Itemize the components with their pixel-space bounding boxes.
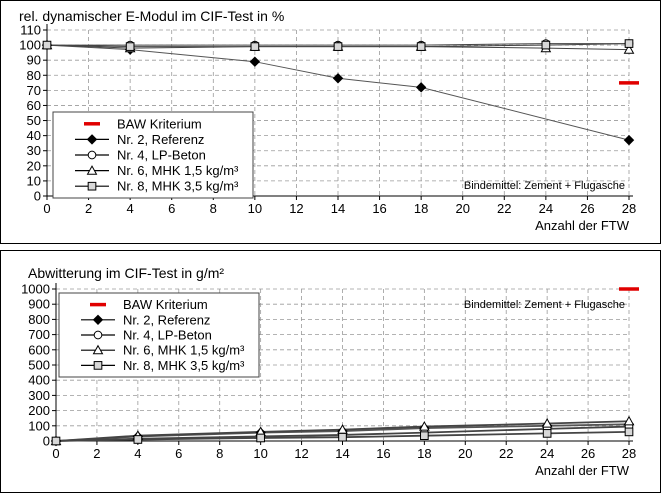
x-tick-label: 22 [498,446,514,461]
abwitterung-chart [1,251,662,494]
y-tick-label: 100 [28,418,50,434]
legend-label: BAW Kriterium [117,116,202,132]
y-tick-label: 100 [19,37,41,53]
y-tick-label: 50 [26,113,41,129]
x-tick-label: 26 [580,201,595,216]
x-tick-label: 4 [126,201,134,216]
data-point-square [52,437,60,445]
legend-label: Nr. 4, LP-Beton [117,147,206,163]
data-point-square [257,434,265,442]
x-tick-label: 14 [335,446,350,461]
annotation-binder: Bindemittel: Zement + Flugasche [463,180,625,192]
x-axis-label: Anzahl der FTW [535,218,629,233]
y-tick-label: 300 [28,387,50,403]
y-tick-label: 40 [26,128,41,144]
legend-marker-square [94,362,102,370]
x-tick-label: 8 [209,201,217,216]
e-modul-chart [1,1,662,245]
x-tick-label: 28 [621,201,637,216]
data-point-square [417,43,425,51]
data-point-diamond [625,136,634,145]
x-tick-label: 2 [93,446,101,461]
x-tick-label: 2 [84,201,93,216]
data-point-square [251,43,259,51]
legend-label: Nr. 8, MHK 3,5 kg/m³ [123,357,245,373]
chart-panel-abwitterung [0,250,661,493]
y-tick-label: 20 [26,158,41,174]
legend-label: Nr. 2, Referenz [117,131,205,147]
x-tick-label: 28 [621,446,637,461]
legend-label: BAW Kriterium [123,297,208,313]
data-point-square [339,433,347,441]
legend-label: Nr. 4, LP-Beton [123,327,212,343]
x-tick-label: 10 [253,446,268,461]
legend-label: Nr. 2, Referenz [123,312,211,328]
y-tick-label: 0 [42,433,50,449]
y-tick-label: 500 [28,357,50,373]
y-tick-label: 400 [28,372,50,388]
y-tick-label: 60 [26,97,41,113]
x-tick-label: 26 [580,446,596,461]
x-tick-label: 12 [294,446,309,461]
legend-marker-square [88,182,96,190]
data-point-square [542,41,550,49]
y-tick-label: 200 [28,403,50,419]
y-tick-label: 80 [26,67,41,83]
data-point-square [625,40,633,48]
x-tick-label: 14 [330,201,346,216]
y-tick-label: 600 [28,342,50,358]
x-axis-label: Anzahl der FTW [535,463,629,478]
chart-panel-e-modul [0,0,661,244]
x-tick-label: 22 [497,201,512,216]
data-point-square [421,432,429,440]
x-tick-label: 4 [134,446,142,461]
y-tick-label: 800 [28,311,50,327]
y-tick-label: 700 [28,327,50,343]
chart-title: rel. dynamischer E-Modul im CIF-Test in % [19,8,285,24]
y-tick-label: 110 [20,22,41,38]
data-point-square [543,430,551,438]
y-tick-label: 900 [28,296,50,312]
y-tick-label: 30 [26,143,41,159]
legend-marker-circle [88,151,96,159]
legend-label: Nr. 6, MHK 1,5 kg/m³ [123,342,245,358]
data-point-square [334,43,342,51]
x-tick-label: 24 [538,201,554,216]
x-tick-label: 16 [372,201,387,216]
data-point-diamond [417,83,426,92]
x-tick-label: 16 [376,446,391,461]
legend-label: Nr. 6, MHK 1,5 kg/m³ [117,163,239,179]
data-point-square [126,43,134,51]
y-tick-label: 70 [26,82,41,98]
y-tick-label: 0 [33,188,41,204]
data-point-diamond [250,57,259,66]
x-tick-label: 0 [43,201,51,216]
x-tick-label: 24 [539,446,555,461]
x-tick-label: 6 [175,446,183,461]
x-tick-label: 0 [52,446,60,461]
x-tick-label: 6 [168,201,176,216]
legend-marker-circle [94,331,102,339]
y-tick-label: 1000 [21,281,50,297]
legend-label: Nr. 8, MHK 3,5 kg/m³ [117,178,239,194]
data-point-square [134,436,142,444]
data-point-square [43,41,51,49]
x-tick-label: 12 [289,201,304,216]
x-tick-label: 18 [417,446,432,461]
chart-title: Abwitterung im CIF-Test in g/m² [28,265,225,281]
annotation-binder: Bindemittel: Zement + Flugasche [463,299,625,311]
y-tick-label: 90 [26,52,41,68]
x-tick-label: 20 [458,446,473,461]
data-point-square [625,428,633,436]
x-tick-label: 8 [216,446,224,461]
x-tick-label: 20 [455,201,470,216]
x-tick-label: 10 [247,201,263,216]
x-tick-label: 18 [413,201,429,216]
y-tick-label: 10 [26,173,41,189]
